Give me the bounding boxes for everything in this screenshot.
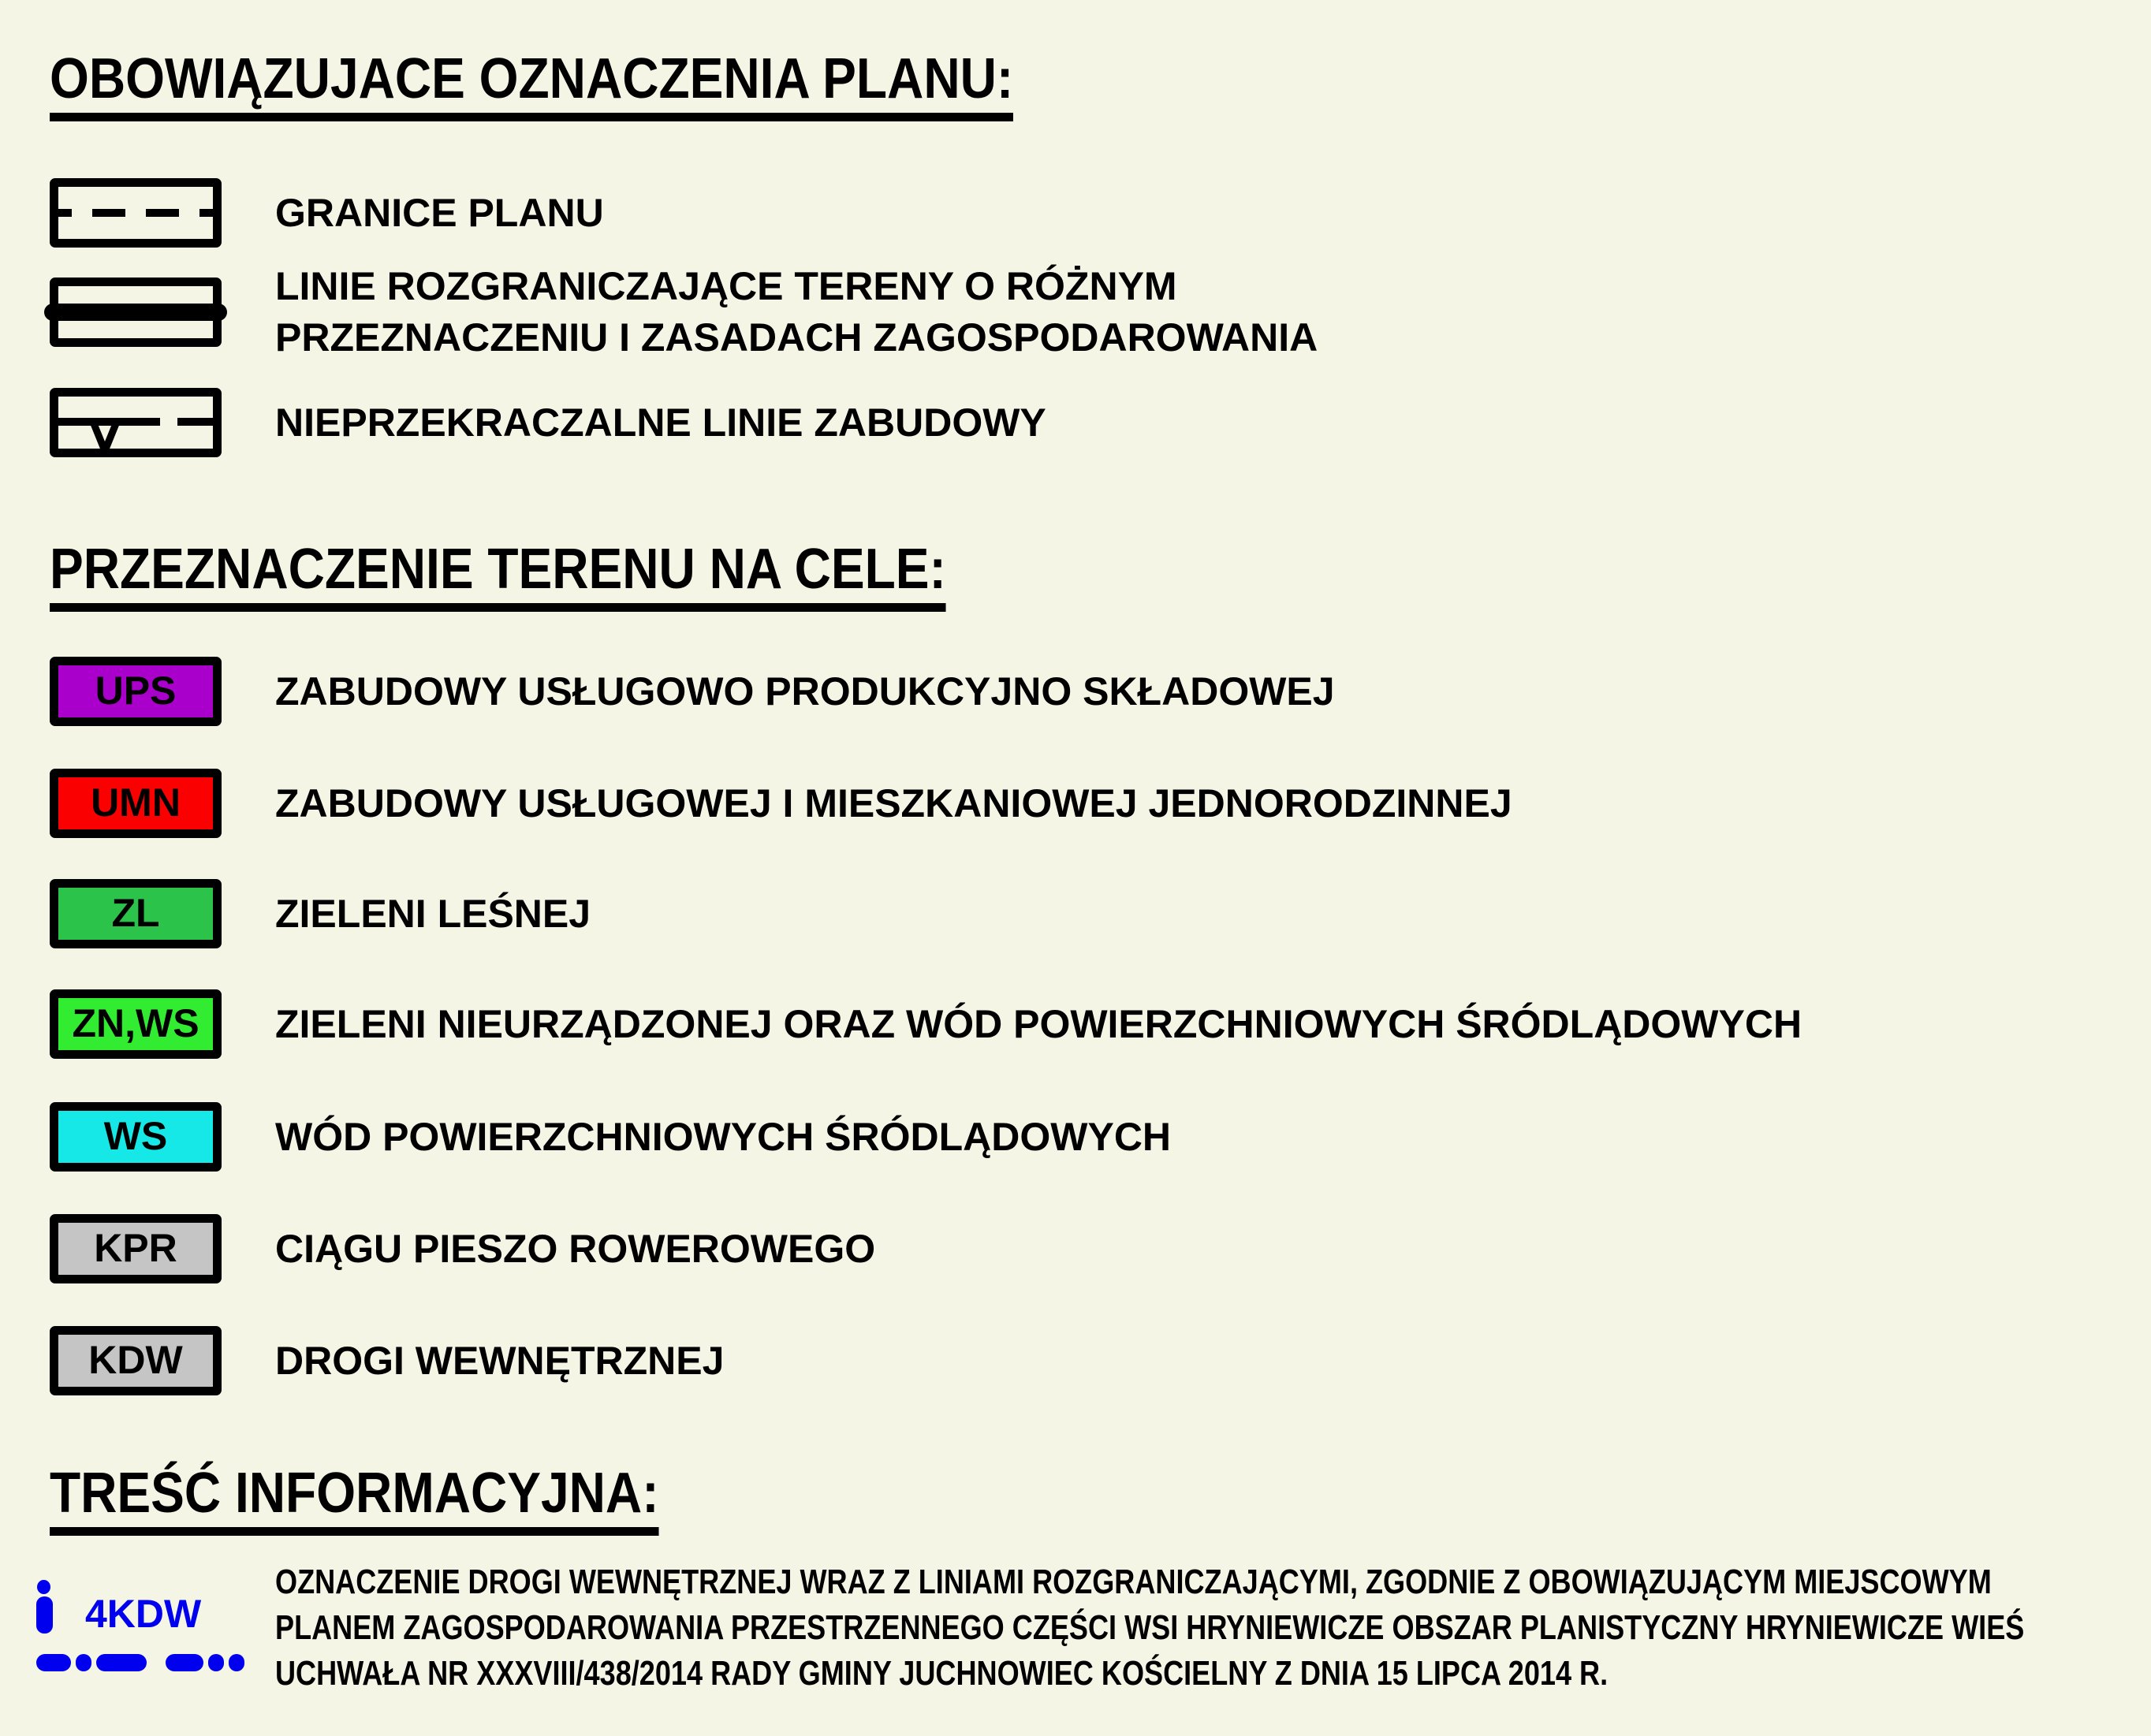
color-swatch-ups [50, 657, 222, 726]
road-marker-bar-icon [36, 1596, 53, 1634]
road-code-label: 4KDW [85, 1592, 202, 1636]
building-line-segment [177, 418, 213, 426]
legend-label: WÓD POWIERZCHNIOWYCH ŚRÓDLĄDOWYCH [275, 1114, 1172, 1159]
legend-label: NIEPRZEKRACZALNE LINIE ZABUDOWY [275, 400, 1046, 445]
legend-row-building-line [50, 388, 1046, 457]
swatch-code: UPS [95, 669, 177, 713]
dividing-lines-symbol [50, 278, 222, 347]
legend-label-line1: LINIE ROZGRANICZAJĄCE TERENY O RÓŻNYM [275, 264, 1177, 308]
color-swatch-ws [50, 1102, 222, 1172]
section-heading-land-use: PRZEZNACZENIE TERENU NA CELE: [50, 541, 946, 612]
color-swatch-umn [50, 769, 222, 838]
legend-row-ups [50, 657, 1335, 726]
swatch-code: ZL [111, 891, 160, 935]
legend-row-ws [50, 1102, 1171, 1172]
legend-label [275, 261, 1318, 363]
swatch-code: KDW [88, 1338, 183, 1382]
plan-boundary-symbol [50, 178, 222, 248]
color-swatch-kdw [50, 1326, 222, 1395]
swatch-code: ZN,WS [72, 1001, 199, 1045]
swatch-code: WS [103, 1114, 168, 1158]
color-swatch-zl [50, 879, 222, 948]
legend-row-zn-ws [50, 989, 1802, 1059]
swatch-code: KPR [94, 1226, 177, 1270]
color-swatch-zn-ws [50, 989, 222, 1059]
legend-row-umn [50, 769, 1512, 838]
legend-row-kdw [50, 1326, 724, 1395]
informational-text [275, 1559, 2024, 1697]
color-swatch-kpr [50, 1214, 222, 1283]
section-heading-informational-content: TREŚĆ INFORMACYJNA: [50, 1465, 659, 1536]
legend-label: DROGI WEWNĘTRZNEJ [275, 1338, 725, 1383]
legend-label: ZIELENI LEŚNEJ [275, 891, 591, 936]
legend-label: ZABUDOWY USŁUGOWEJ I MIESZKANIOWEJ JEDNORODZINNEJ [275, 780, 1512, 825]
informational-text-line3: UCHWAŁA NR XXXVIII/438/2014 RADY GMINY JUCHNOWIEC KOŚCIELNY Z DNIA 15 LIPCA 2014 R. [275, 1654, 1609, 1693]
informational-text-line1: OZNACZENIE DROGI WEWNĘTRZNEJ WRAZ Z LINIAMI ROZGRANICZAJĄCYMI, ZGODNIE Z OBOWIĄZUJĄCYM MIEJSCOWYM [275, 1563, 1992, 1601]
legend-label: ZIELENI NIEURZĄDZONEJ ORAZ WÓD POWIERZCHNIOWYCH ŚRÓDLĄDOWYCH [275, 1001, 1802, 1046]
thick-band-icon [44, 304, 227, 321]
road-marker-dot-icon [37, 1580, 50, 1594]
legend-row-zl [50, 879, 591, 948]
dashed-line-icon [58, 209, 213, 217]
v-mark-icon [90, 419, 120, 456]
legend-row-dividing-lines [50, 264, 1318, 359]
section-heading-mandatory-markings: OBOWIĄZUJACE OZNACZENIA PLANU: [50, 50, 1013, 121]
dash-dot-line-icon [36, 1654, 244, 1671]
legend-label: ZABUDOWY USŁUGOWO PRODUKCYJNO SKŁADOWEJ [275, 669, 1335, 713]
building-line-symbol [50, 388, 222, 457]
legend-label-line2: PRZEZNACZENIU I ZASADACH ZAGOSPODAROWANIA [275, 315, 1318, 359]
legend-label: GRANICE PLANU [275, 190, 604, 235]
legend-label: CIĄGU PIESZO ROWEROWEGO [275, 1226, 876, 1271]
legend-row-kpr [50, 1214, 875, 1283]
swatch-code: UMN [91, 780, 181, 825]
informational-text-line2: PLANEM ZAGOSPODAROWANIA PRZESTRZENNEGO CZĘŚCI WSI HRYNIEWICZE OBSZAR PLANISTYCZNY HRYNIEWICZE WIEŚ [275, 1608, 2025, 1647]
legend-row-plan-boundary [50, 177, 604, 248]
